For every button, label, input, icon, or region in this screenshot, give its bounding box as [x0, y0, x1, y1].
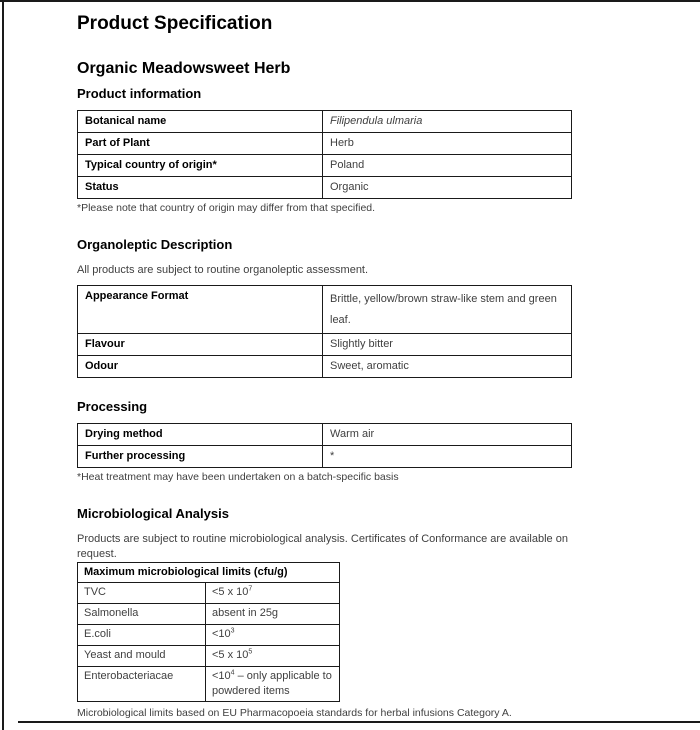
exponent: 3 [230, 627, 235, 635]
microbiological-table [77, 562, 340, 702]
table-row [78, 604, 340, 625]
table-row [78, 646, 340, 667]
table-row [78, 583, 340, 604]
row-value [323, 286, 572, 334]
table-row [78, 625, 340, 646]
row-label: Part of Plant [78, 133, 323, 155]
row-value: Filipendula ulmaria [323, 111, 572, 133]
table-row [78, 334, 572, 356]
exponent: 5 [248, 648, 253, 656]
page-left-edge-line [2, 0, 4, 730]
table-row [78, 446, 572, 468]
product-information-table [77, 110, 572, 199]
product-information-heading: Product information [77, 86, 202, 101]
processing-heading: Processing [77, 399, 148, 414]
document-content [77, 0, 571, 720]
row-value: $<10^3$ [206, 625, 340, 646]
row-label: Typical country of origin* [78, 155, 323, 177]
row-label: Enterobacteriacae [78, 667, 206, 702]
row-label: Botanical name [78, 111, 323, 133]
table-row [78, 424, 572, 446]
row-value: Slightly bitter [323, 334, 572, 356]
row-label: E.coli [78, 625, 206, 646]
product-name-heading: Organic Meadowsweet Herb [77, 60, 291, 77]
table-row [78, 133, 572, 155]
row-label: Further processing [78, 446, 323, 468]
exponent: 7 [248, 585, 253, 593]
row-value: Organic [323, 177, 572, 199]
row-value: Herb [323, 133, 572, 155]
table-row [78, 111, 572, 133]
origin-footnote: *Please note that country of origin may differ from that specified. [77, 202, 376, 214]
row-value: <5 x $10^5$ [206, 646, 340, 667]
micro-table-header: Maximum microbiological limits (cfu/g) [78, 563, 340, 583]
row-value: absent in 25g [206, 604, 340, 625]
row-label: Odour [78, 356, 323, 378]
exponent: 4 [230, 669, 235, 677]
row-value: * [323, 446, 572, 468]
page-bottom-edge-line [18, 721, 700, 723]
table-header-row [78, 563, 340, 583]
table-row [78, 155, 572, 177]
table-row [78, 177, 572, 199]
microbiological-heading: Microbiological Analysis [77, 506, 229, 521]
row-value: Poland [323, 155, 572, 177]
appearance-line-1: Brittle, yellow/brown straw-like stem and green [330, 293, 557, 305]
microbiological-intro: Products are subject to routine microbiological analysis. Certificates of Conformance are available on request. [77, 533, 568, 560]
row-value: Warm air [323, 424, 572, 446]
row-label: Yeast and mould [78, 646, 206, 667]
row-label: Appearance Format [78, 286, 323, 334]
row-value: Sweet, aromatic [323, 356, 572, 378]
micro-limits-footnote: Microbiological limits based on EU Pharmacopoeia standards for herbal infusions Category A. [77, 707, 512, 719]
processing-table [77, 423, 572, 468]
organoleptic-intro: All products are subject to routine organoleptic assessment. [77, 264, 369, 276]
row-label: Drying method [78, 424, 323, 446]
heat-treatment-footnote: *Heat treatment may have been undertaken on a batch-specific basis [77, 471, 399, 483]
table-row [78, 356, 572, 378]
row-value: <5 x $10^7$ [206, 583, 340, 604]
row-label: Status [78, 177, 323, 199]
table-row [78, 667, 340, 702]
organoleptic-heading: Organoleptic Description [77, 237, 233, 252]
organoleptic-table [77, 285, 572, 378]
row-label: Flavour [78, 334, 323, 356]
document-title: Product Specification [77, 13, 273, 34]
row-label: Salmonella [78, 604, 206, 625]
appearance-line-2: leaf. [330, 314, 351, 326]
row-value: $<10^4$ – only applicable to powdered items [206, 667, 340, 702]
table-row [78, 286, 572, 334]
row-label: TVC [78, 583, 206, 604]
